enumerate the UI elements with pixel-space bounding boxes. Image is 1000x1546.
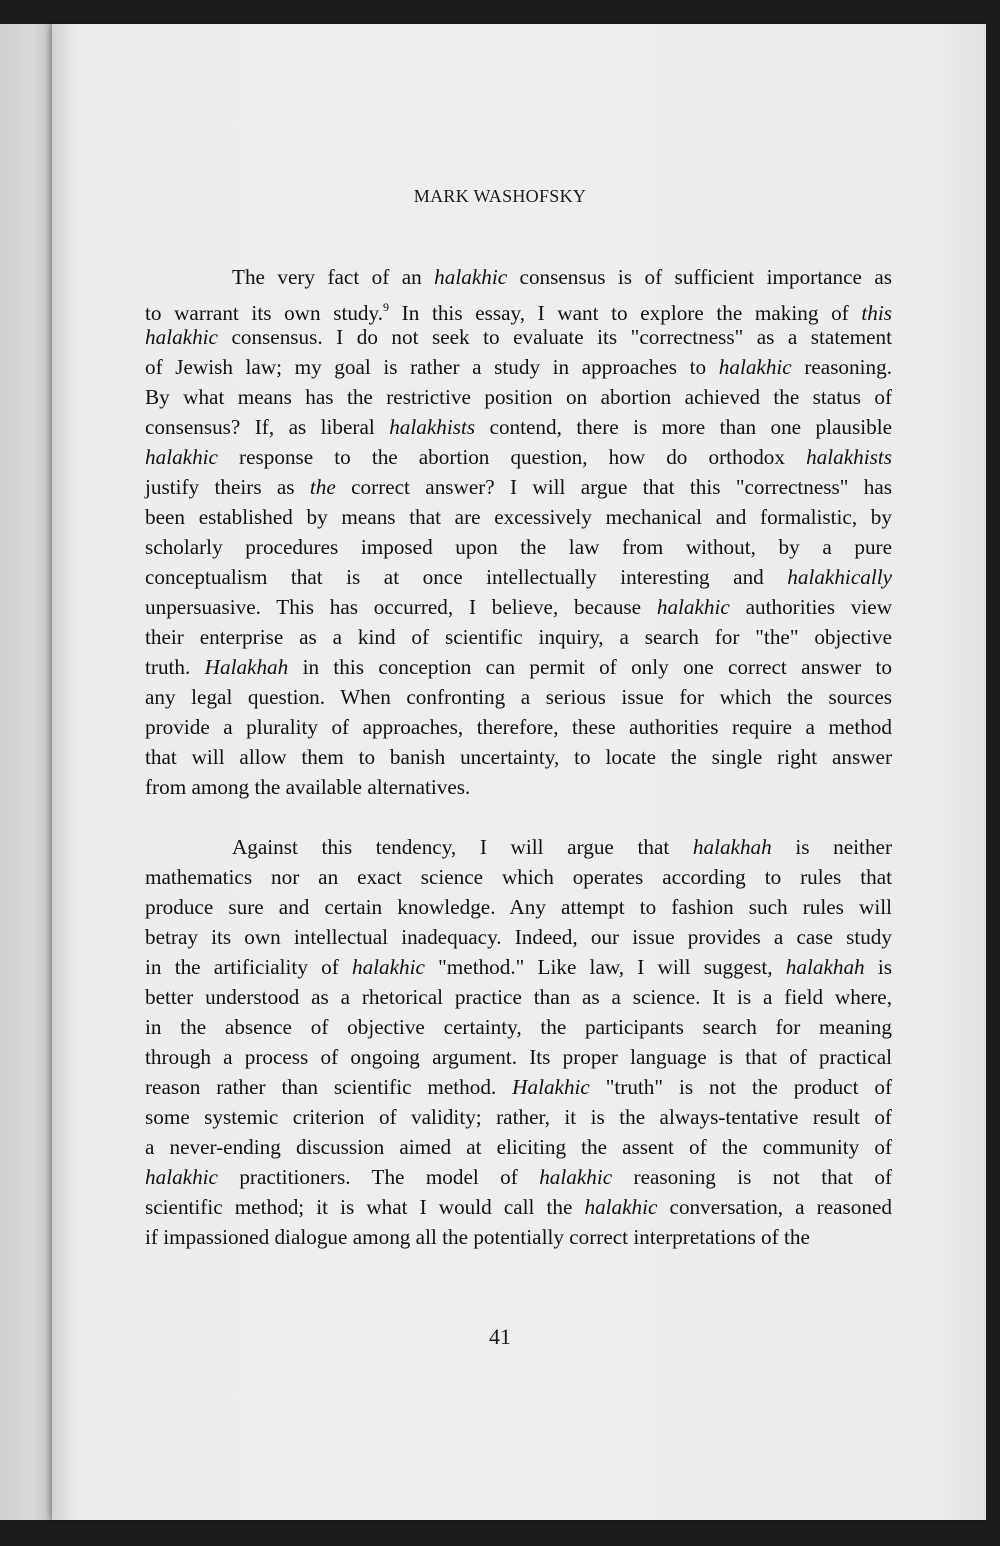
text-run: of Jewish law; my goal is rather a study in approaches to xyxy=(145,355,719,379)
text-run: consensus? If, as liberal xyxy=(145,415,390,439)
text-run: that will allow them to banish uncertainty, to locate the single right answer xyxy=(145,745,892,769)
page-number: 41 xyxy=(489,1324,511,1349)
italic-term: Halakhic xyxy=(512,1075,590,1099)
text-run: produce sure and certain knowledge. Any attempt to fashion such rules will xyxy=(145,895,892,919)
footnote-reference: 9 xyxy=(383,300,390,314)
italic-term: halakhah xyxy=(692,835,772,859)
text-run: response to the abortion question, how do orthodox xyxy=(217,445,807,469)
paragraph-2 xyxy=(145,832,892,1252)
text-run: a never-ending discussion aimed at eliciting the assent of the community of xyxy=(145,1135,892,1159)
text-run: better understood as a rhetorical practice than as a science. It is a field where, xyxy=(145,985,892,1009)
text-run: is neither xyxy=(771,835,892,859)
text-run: "method." Like law, I will suggest, xyxy=(424,955,786,979)
text-line xyxy=(145,712,892,742)
text-line xyxy=(145,262,892,292)
italic-term: halakhic xyxy=(718,355,792,379)
previous-page-edge xyxy=(0,24,60,1520)
italic-term: halakhic xyxy=(145,1165,218,1189)
text-line xyxy=(145,412,892,442)
text-run: reason rather than scientific method. xyxy=(145,1075,513,1099)
text-line xyxy=(145,832,892,862)
text-line xyxy=(145,952,892,982)
text-run: in the absence of objective certainty, the participants search for meaning xyxy=(145,1015,892,1039)
text-line xyxy=(145,292,892,325)
italic-term: halakhic xyxy=(351,955,425,979)
text-line xyxy=(145,562,892,592)
text-line xyxy=(145,742,892,772)
text-line xyxy=(145,1072,892,1102)
text-run: practitioners. The model of xyxy=(217,1165,540,1189)
text-run: Against this tendency, I will argue that xyxy=(232,835,693,859)
text-run: provide a plurality of approaches, therefore, these authorities require a method xyxy=(145,715,892,739)
text-run: consensus. I do not seek to evaluate its "correctness" as a statement xyxy=(217,325,892,349)
text-line xyxy=(145,1162,892,1192)
paragraph-1 xyxy=(145,262,892,802)
text-run: some systemic criterion of validity; rather, it is the always-tentative result of xyxy=(145,1105,892,1129)
text-run: scientific method; it is what I would call the xyxy=(145,1195,585,1219)
text-run: authorities view xyxy=(729,595,893,619)
text-run: In this essay, I want to explore the making of xyxy=(389,301,862,325)
text-line xyxy=(145,442,892,472)
italic-term: halakhists xyxy=(806,445,892,469)
text-run: consensus is of sufficient importance as xyxy=(507,265,892,289)
italic-term: halakhic xyxy=(434,265,508,289)
text-run: justify theirs as xyxy=(145,475,310,499)
text-line xyxy=(145,652,892,682)
text-line xyxy=(145,1222,892,1252)
italic-term: halakhic xyxy=(539,1165,613,1189)
text-line xyxy=(145,772,892,802)
italic-term: halakhic xyxy=(145,445,218,469)
text-run: unpersuasive. This has occurred, I believe, because xyxy=(145,595,657,619)
text-line xyxy=(145,472,892,502)
text-run: truth. xyxy=(145,655,205,679)
text-line xyxy=(145,892,892,922)
text-run: reasoning. xyxy=(791,355,892,379)
text-line xyxy=(145,1132,892,1162)
text-line xyxy=(145,682,892,712)
text-run: contend, there is more than one plausible xyxy=(475,415,892,439)
text-run: from among the available alternatives. xyxy=(145,775,471,799)
text-line xyxy=(145,382,892,412)
italic-term: this xyxy=(861,301,892,325)
text-run: mathematics nor an exact science which operates according to rules that xyxy=(145,865,892,889)
text-run: in this conception can permit of only one correct answer to xyxy=(288,655,892,679)
text-run: conceptualism that is at once intellectually interesting and xyxy=(145,565,788,589)
text-run: conversation, a reasoned xyxy=(657,1195,892,1219)
italic-term: halakhic xyxy=(656,595,730,619)
text-run: reasoning is not that of xyxy=(612,1165,893,1189)
italic-term: halakhic xyxy=(145,325,218,349)
text-run: their enterprise as a kind of scientific inquiry, a search for "the" objective xyxy=(145,625,892,649)
text-run: scholarly procedures imposed upon the law from without, by a pure xyxy=(145,535,892,559)
text-line xyxy=(145,982,892,1012)
text-line xyxy=(145,1042,892,1072)
text-line xyxy=(145,862,892,892)
text-line xyxy=(145,622,892,652)
text-run: is xyxy=(864,955,892,979)
italic-term: halakhists xyxy=(389,415,476,439)
text-line xyxy=(145,592,892,622)
text-run: The very fact of an xyxy=(232,265,435,289)
text-run: in the artificiality of xyxy=(145,955,352,979)
text-line xyxy=(145,1192,892,1222)
text-run: betray its own intellectual inadequacy. Indeed, our issue provides a case study xyxy=(145,925,892,949)
text-line xyxy=(145,922,892,952)
italic-term: halakhah xyxy=(785,955,865,979)
text-line xyxy=(145,1102,892,1132)
text-run: to warrant its own study. xyxy=(145,301,384,325)
text-line xyxy=(145,352,892,382)
text-line xyxy=(145,1012,892,1042)
text-run: if impassioned dialogue among all the potentially correct interpretations of the xyxy=(145,1225,810,1249)
text-run: correct answer? I will argue that this "correctness" has xyxy=(335,475,892,499)
text-run: been established by means that are excessively mechanical and formalistic, by xyxy=(145,505,892,529)
text-run: "truth" is not the product of xyxy=(589,1075,892,1099)
text-run: By what means has the restrictive position on abortion achieved the status of xyxy=(145,385,892,409)
running-header: MARK WASHOFSKY xyxy=(413,186,587,206)
italic-term: halakhically xyxy=(787,565,892,589)
text-run: through a process of ongoing argument. Its proper language is that of practical xyxy=(145,1045,892,1069)
text-run: any legal question. When confronting a serious issue for which the sources xyxy=(145,685,892,709)
text-line xyxy=(145,532,892,562)
italic-term: the xyxy=(309,475,336,499)
italic-term: Halakhah xyxy=(204,655,289,679)
italic-term: halakhic xyxy=(584,1195,658,1219)
text-line xyxy=(145,502,892,532)
text-line xyxy=(145,322,892,352)
